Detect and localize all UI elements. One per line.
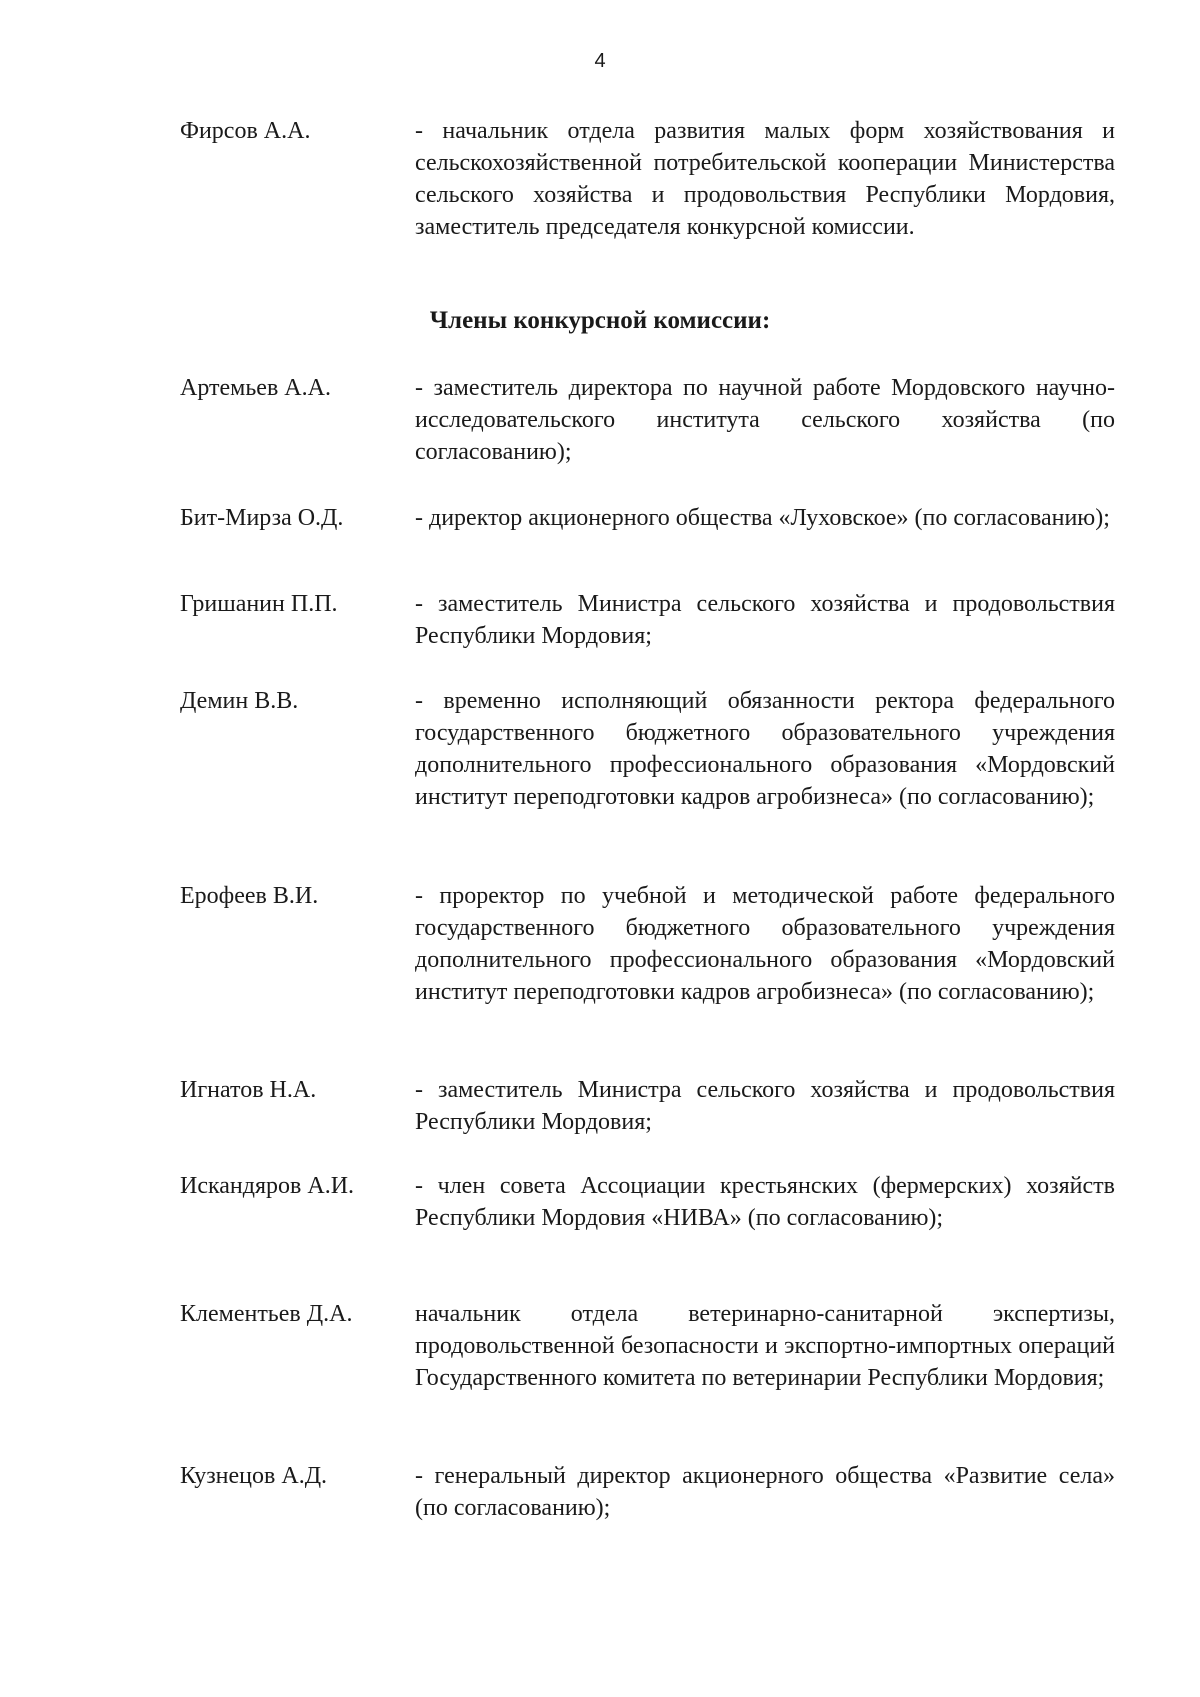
person-role: - генеральный директор акционерного общества «Развитие села» (по согласованию); (415, 1463, 1115, 1521)
page-number: 4 (594, 50, 606, 72)
person-name: Клементьев Д.А. (180, 1301, 353, 1327)
person-name: Кузнецов А.Д. (180, 1463, 328, 1489)
person-role: начальник отдела ветеринарно-санитарной экспертизы, продовольственной безопасности и экспортно-импортных операций Государственного комитета по ветеринарии Республики Мордовия; (415, 1301, 1115, 1391)
person-name: Бит-Мирза О.Д. (180, 505, 344, 531)
person-role: - член совета Ассоциации крестьянских (фермерских) хозяйств Республики Мордовия «НИВА» (по согласованию); (415, 1173, 1115, 1231)
person-name: Фирсов А.А. (180, 118, 311, 144)
person-role: - проректор по учебной и методической работе федерального государственного бюджетного образовательного учреждения дополнительного профессионального образования «Мордовский институт переподготовки кадров агробизнеса» (по согласованию); (415, 883, 1115, 1005)
person-name: Гришанин П.П. (180, 591, 338, 617)
person-name: Ерофеев В.И. (180, 883, 319, 909)
person-name: Артемьев А.А. (180, 375, 331, 401)
person-role: - заместитель директора по научной работе Мордовского научно-исследовательского института сельского хозяйства (по согласованию); (415, 375, 1115, 465)
person-role: - начальник отдела развития малых форм хозяйствования и сельскохозяйственной потребительской кооперации Министерства сельского хозяйства и продовольствия Республики Мордовия, заместитель председателя конкурсной комиссии. (415, 118, 1115, 240)
person-name: Демин В.В. (180, 688, 299, 714)
person-role: - заместитель Министра сельского хозяйства и продовольствия Республики Мордовия; (415, 1077, 1115, 1135)
person-name: Искандяров А.И. (180, 1173, 355, 1199)
members-heading: Члены конкурсной комиссии: (429, 307, 771, 334)
person-name: Игнатов Н.А. (180, 1077, 317, 1103)
person-role: - директор акционерного общества «Луховское» (по согласованию); (415, 505, 1110, 531)
person-role: - заместитель Министра сельского хозяйства и продовольствия Республики Мордовия; (415, 591, 1115, 649)
person-role: - временно исполняющий обязанности ректора федерального государственного бюджетного образовательного учреждения дополнительного профессионального образования «Мордовский институт переподготовки кадров агробизнеса» (по согласованию); (415, 688, 1115, 810)
